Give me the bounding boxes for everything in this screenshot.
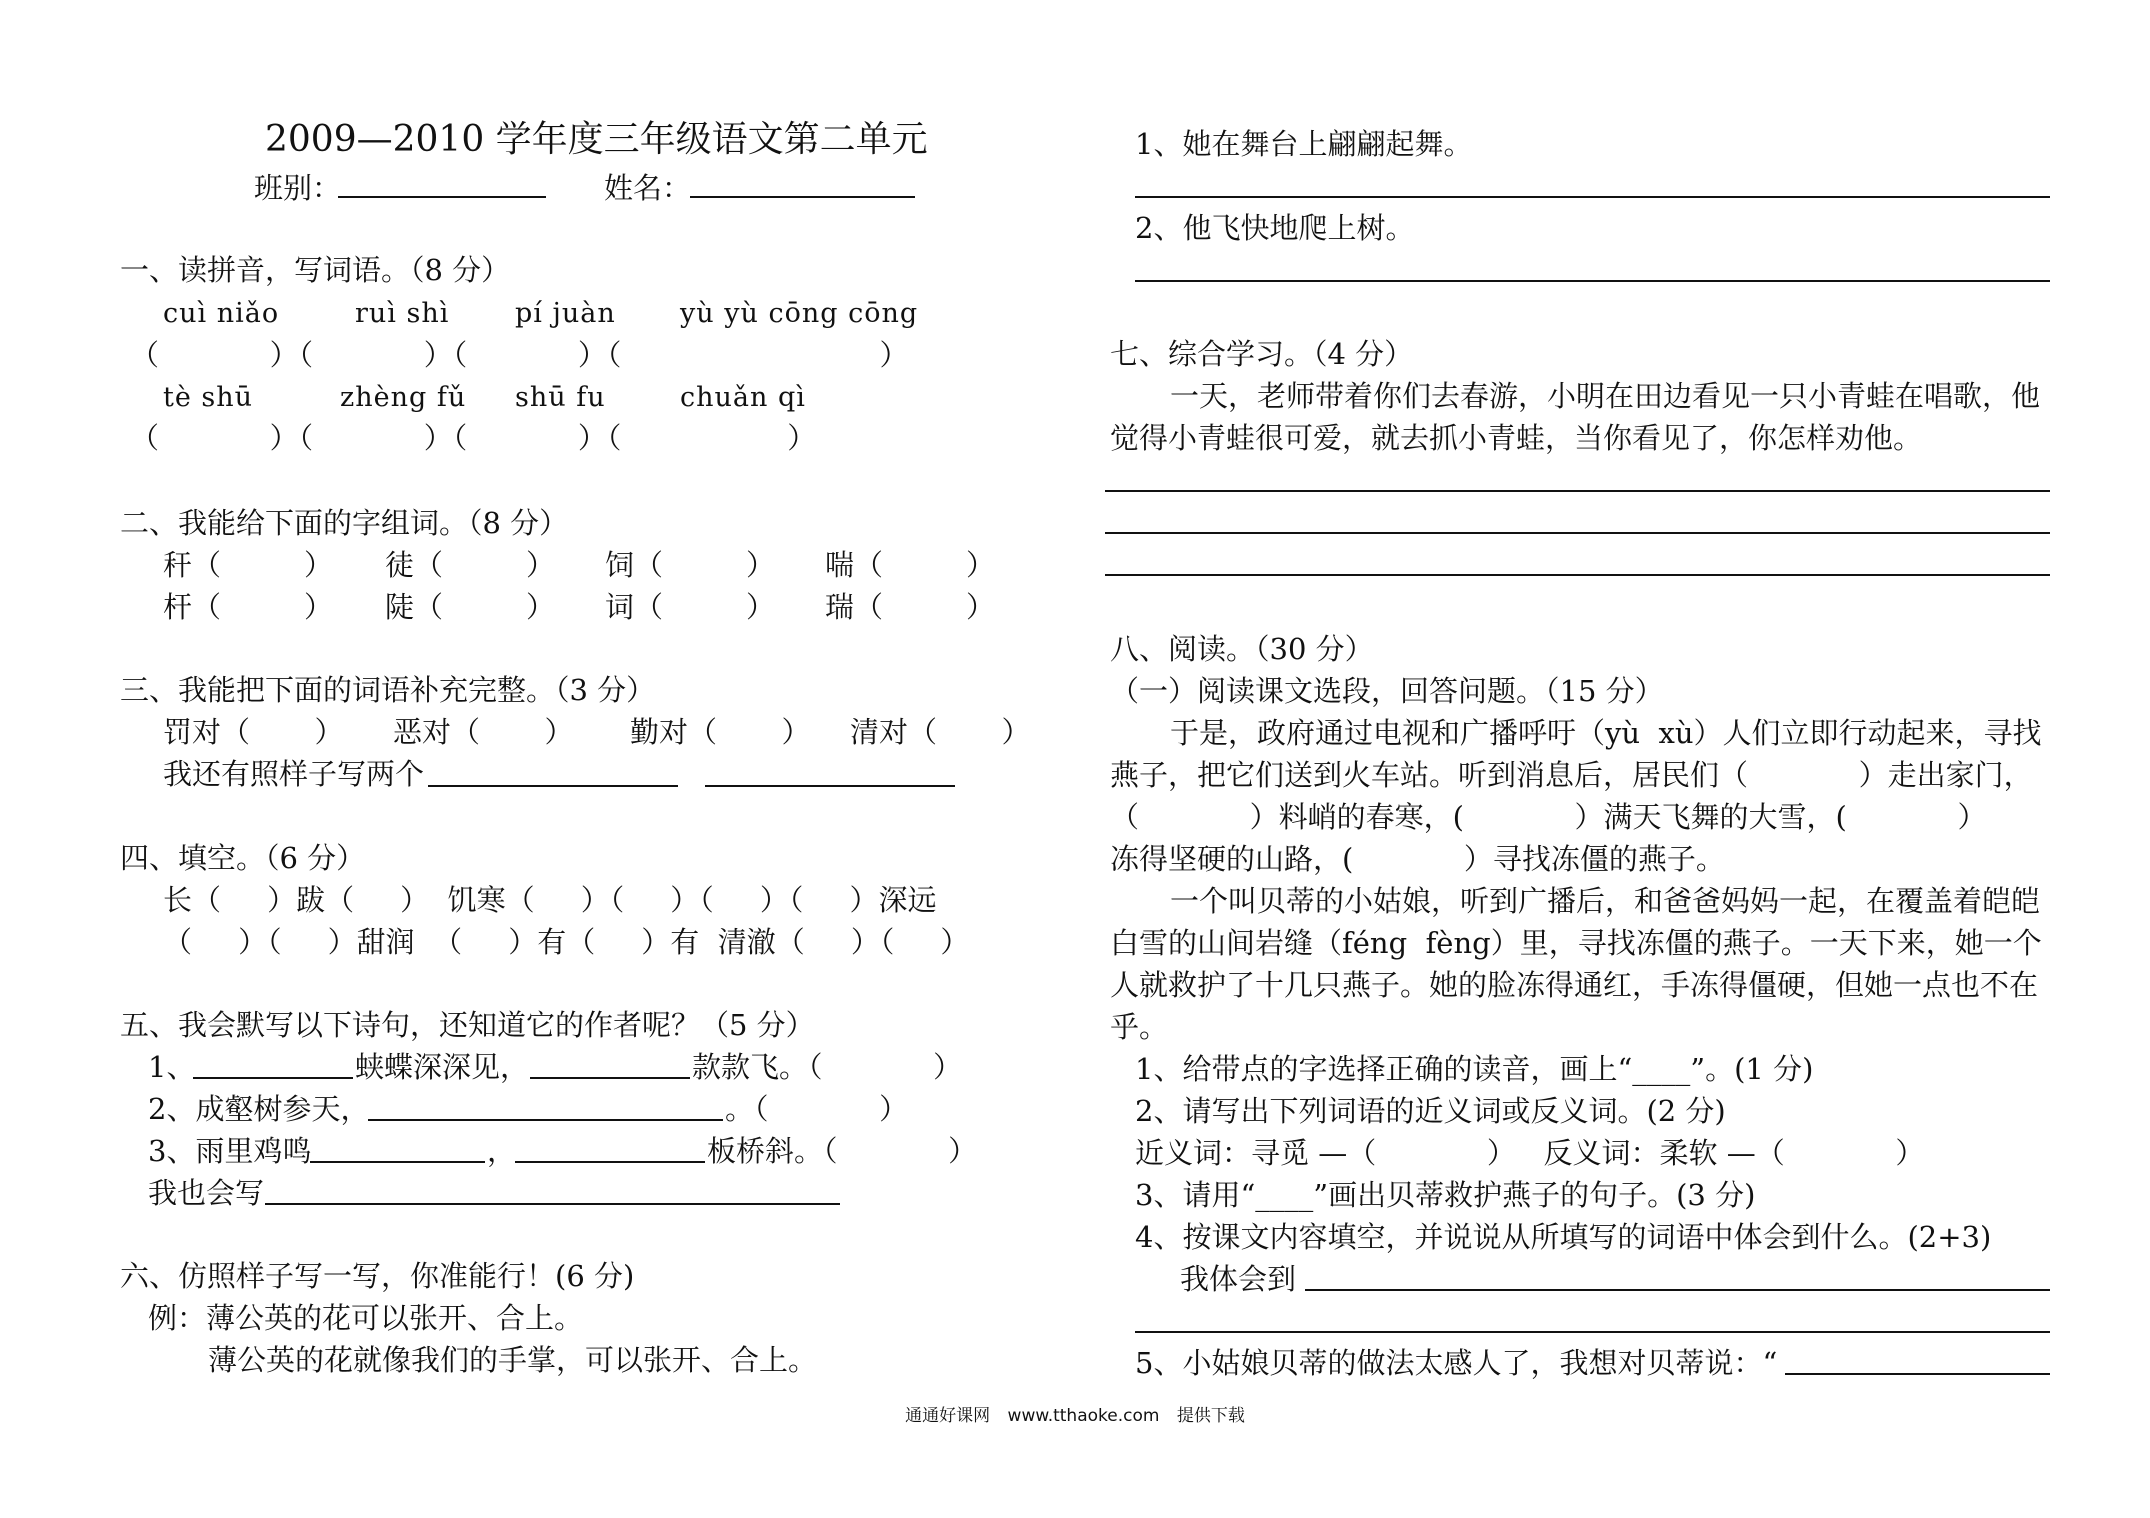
q2-heading: 二、我能给下面的字组词。（8 分） — [120, 506, 569, 540]
q5-blank-4[interactable] — [310, 1161, 485, 1163]
footer-url[interactable]: www.tthaoke.com — [1007, 1406, 1160, 1426]
pinyin-zheng-fu: zhèng fǔ — [340, 382, 467, 413]
q8-heading: 八、阅读。（30 分） — [1110, 632, 1374, 666]
q8-question-2-row[interactable]: 近义词：寻觅 —（ ） 反义词：柔软 —（ ） — [1135, 1136, 1925, 1170]
passage-line: 人就救护了十几只燕子。她的脸冻得通红，手冻得僵硬，但她一点也不在 — [1110, 968, 2039, 1002]
q5-line1-b[interactable]: 款款飞。（ ） — [692, 1050, 963, 1084]
q3-blank-1[interactable] — [428, 785, 678, 787]
q6-item-1: 1、她在舞台上翩翩起舞。 — [1135, 127, 1473, 161]
q5-line2-b[interactable]: 。（ ） — [725, 1092, 909, 1126]
passage-line: 于是，政府通过电视和广播呼吁（yù xù）人们立即行动起来，寻找 — [1170, 716, 2042, 750]
q8-question-2: 2、请写出下列词语的近义词或反义词。(2 分) — [1135, 1094, 1726, 1128]
q5-line3-a: 3、雨里鸡鸣 — [148, 1134, 312, 1168]
pinyin-cui-niao: cuì niǎo — [163, 298, 280, 329]
q7-text-1: 一天，老师带着你们去春游，小明在田边看见一只小青蛙在唱歌，他 — [1170, 379, 2041, 413]
q5-line2-a: 2、成壑树参天， — [148, 1092, 370, 1126]
q3-blank-2[interactable] — [705, 785, 955, 787]
q7-text-2: 觉得小青蛙很可爱，就去抓小青蛙，当你看见了，你怎样劝他。 — [1110, 421, 1923, 455]
q6-answer-line-1[interactable] — [1135, 196, 2050, 198]
name-field[interactable] — [690, 196, 915, 198]
q8-answer-line-2[interactable] — [1135, 1331, 2050, 1333]
q8-question-1: 1、给带点的字选择正确的读音，画上“____”。(1 分) — [1135, 1052, 1814, 1086]
answer-parens-row2[interactable]: （ ）（ ）（ ）（ ） — [130, 421, 817, 455]
word-group-item[interactable]: 杆（ ） — [163, 590, 333, 624]
q5-line1-a: 蛱蝶深深见， — [355, 1050, 530, 1084]
name-label: 姓名： — [604, 171, 692, 205]
pinyin-te-shu: tè shū — [163, 382, 254, 413]
q5-line4: 我也会写 — [148, 1176, 265, 1210]
word-group-item[interactable]: 徒（ ） — [385, 548, 555, 582]
phrase-item[interactable]: 罚对（ ） — [163, 715, 344, 749]
q5-heading: 五、我会默写以下诗句，还知道它的作者呢？（5 分） — [120, 1008, 815, 1042]
q5-line1-num: 1、 — [148, 1050, 196, 1084]
passage-line: 白雪的山间岩缝（féng fèng）里，寻找冻僵的燕子。一天下来，她一个 — [1110, 926, 2042, 960]
q6-answer-line-2[interactable] — [1135, 280, 2050, 282]
word-group-item[interactable]: 饲（ ） — [605, 548, 775, 582]
q5-blank-2[interactable] — [530, 1077, 690, 1079]
q5-line3-b: ， — [487, 1134, 517, 1168]
footer-site: 通通好课网 — [905, 1406, 991, 1426]
pinyin-rui-shi: ruì shì — [355, 298, 450, 329]
passage-line[interactable]: （ ）料峭的春寒，( ）满天飞舞的大雪，( ） — [1110, 800, 1987, 834]
q8-answer-line-3[interactable] — [1785, 1373, 2050, 1375]
q8-question-4-label: 我体会到 — [1180, 1262, 1297, 1296]
answer-parens-row1[interactable]: （ ）（ ）（ ）（ ） — [130, 338, 909, 372]
q8-question-4: 4、按课文内容填空，并说说从所填写的词语中体会到什么。(2+3) — [1135, 1220, 1992, 1254]
q3-extra-label: 我还有照样子写两个 — [163, 757, 425, 791]
q4-row2[interactable]: （ ）（ ）甜润 （ ）有（ ）有 清澈（ ）（ ） — [163, 925, 970, 959]
word-group-item[interactable]: 陡（ ） — [385, 590, 555, 624]
q7-answer-line-3[interactable] — [1105, 574, 2050, 576]
q8-question-3: 3、请用“____”画出贝蒂救护燕子的句子。(3 分) — [1135, 1178, 1756, 1212]
pinyin-pi-juan: pí juàn — [515, 298, 616, 329]
q3-heading: 三、我能把下面的词语补充完整。（3 分） — [120, 673, 656, 707]
word-group-item[interactable]: 秆（ ） — [163, 548, 333, 582]
q6-heading: 六、仿照样子写一写，你准能行！(6 分) — [120, 1259, 635, 1293]
class-field[interactable] — [338, 196, 546, 198]
q6-example2: 薄公英的花就像我们的手掌，可以张开、合上。 — [208, 1343, 818, 1377]
pinyin-shu-fu: shū fu — [515, 382, 606, 413]
q6-item-2: 2、他飞快地爬上树。 — [1135, 211, 1415, 245]
q5-blank-3[interactable] — [368, 1119, 723, 1121]
q5-blank-1[interactable] — [193, 1077, 353, 1079]
page-title: 2009—2010 学年度三年级语文第二单元 — [265, 119, 928, 160]
q8-question-5: 5、小姑娘贝蒂的做法太感人了，我想对贝蒂说：“ — [1135, 1346, 1778, 1380]
phrase-item[interactable]: 勤对（ ） — [630, 715, 811, 749]
q4-heading: 四、填空。（6 分） — [120, 841, 366, 875]
q1-heading: 一、读拼音，写词语。（8 分） — [120, 253, 511, 287]
footer — [0, 1401, 2150, 1426]
q7-answer-line-1[interactable] — [1105, 490, 2050, 492]
q6-example: 例：薄公英的花可以张开、合上。 — [148, 1301, 584, 1335]
phrase-item[interactable]: 清对（ ） — [850, 715, 1031, 749]
q8-sub-heading: （一）阅读课文选段，回答问题。（15 分） — [1110, 674, 1664, 708]
footer-download: 提供下载 — [1176, 1406, 1245, 1426]
q7-answer-line-2[interactable] — [1105, 532, 2050, 534]
passage-line[interactable]: 冻得坚硬的山路，( ）寻找冻僵的燕子。 — [1110, 842, 1725, 876]
class-label: 班别： — [254, 171, 342, 205]
q5-line3-c[interactable]: 板桥斜。（ ） — [707, 1134, 978, 1168]
passage-line[interactable]: 燕子，把它们送到火车站。听到消息后，居民们（ ）走出家门， — [1110, 758, 2033, 792]
pinyin-chuan-qi: chuǎn qì — [680, 382, 806, 413]
q5-blank-6[interactable] — [265, 1203, 840, 1205]
q8-answer-line-1[interactable] — [1305, 1289, 2050, 1291]
q7-heading: 七、综合学习。（4 分） — [1110, 337, 1414, 371]
pinyin-yu-yu-cong-cong: yù yù cōng cōng — [680, 298, 919, 329]
passage-line: 乎。 — [1110, 1010, 1169, 1044]
word-group-item[interactable]: 词（ ） — [605, 590, 775, 624]
phrase-item[interactable]: 恶对（ ） — [393, 715, 574, 749]
q5-blank-5[interactable] — [515, 1161, 705, 1163]
q4-row1[interactable]: 长（ ）跋（ ） 饥寒（ ）（ ）（ ）（ ）深远 — [163, 883, 937, 917]
passage-line: 一个叫贝蒂的小姑娘，听到广播后，和爸爸妈妈一起，在覆盖着皑皑 — [1170, 884, 2041, 918]
word-group-item[interactable]: 喘（ ） — [825, 548, 995, 582]
word-group-item[interactable]: 瑞（ ） — [825, 590, 995, 624]
